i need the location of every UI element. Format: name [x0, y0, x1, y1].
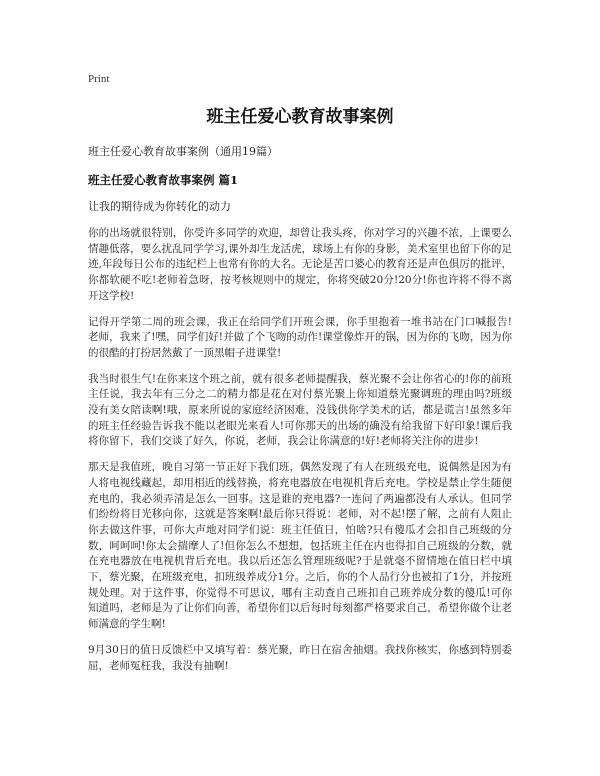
section-heading: 班主任爱心教育故事案例 篇1: [88, 173, 239, 187]
document-subtitle: 班主任爱心教育故事案例（通用19篇）: [88, 145, 278, 158]
body-paragraph-5: 9月30日的值日反馈栏中又填写着：蔡光聚，昨日在宿舍抽烟。我找你核实，你感到特别委屈，老师冤枉我，我没有抽啊!: [88, 643, 512, 672]
document-title: 班主任爱心教育故事案例: [206, 107, 394, 127]
body-paragraph-2: 记得开学第二周的班会课，我正在给同学们开班会课，你手里抱着一堆书站在门口喊报告!老师，我来了!嘿，同学们好!并做了个飞吻的动作!课堂像炸开的锅，因为你的飞吻，因为你的很酷的打扮居然戴了一顶黑帽子进课堂!: [88, 315, 512, 359]
body-paragraph-4: 那天是我值班，晚自习第一节正好下我们班，偶然发现了有人在班级充电，说偶然是因为有人将电视线藏起，却用相近的线替换，将充电器放在电视机背后充电。学校是禁止学生随便充电的，我必须弄清是怎么一回事。这是谁的充电器?一连问了两遍都没有人承认。但同学们纷纷将目光移向你，这就是答案啊!最后你只得说：老师，对不起!摆了解，之前有人阻止你去做这件事，可你大声地对同学们说：班主任值日，怕啥?只有傻瓜才会扣自己班级的分数，呵呵呵!你太会揣摩人了!但你怎么不想想，包括班主任在内也得扣自己班级的分数，就在充电器放在电视机背后充电。我以后还怎么管理班级呢?于是就毫不留情地在值日栏中填下，蔡光聚，在班级充电，扣班级养成分1分。之后，你的个人品行分也被扣了1分，并按班规处理。对于这件事，你觉得不可思议，哪有主动查自己班扣自己班养成分数的傻瓜!可你知道吗，老师是为了让你们向善，希望你们以后每时每刻都严格要求自己，希望你做个让老师满意的学生啊!: [88, 461, 512, 631]
intro-line: 让我的期待成为你转化的动力: [88, 200, 231, 213]
print-label[interactable]: Print: [88, 73, 110, 85]
body-paragraph-1: 你的出场就很特别，你受许多同学的欢迎，却曾让我头疼，你对学习的兴趣不浓，上课要么情趣低落，要么扰乱同学学习,课外却生龙活虎，球场上有你的身影，美术室里也留下你的足迹,年段每日公布的违纪栏上也常有你的大名。无论是苦口婆心的教育还是声色俱厉的批评，你都软硬不吃!老师着急呀，按考核规则中的规定，你将突破20分!20分!你也许将不得不离开这学校!: [88, 227, 512, 302]
body-paragraph-3: 我当时很生气!在你来这个班之前，就有很多老师提醒我，蔡光聚不会让你省心的!你的前班主任说，我去年有三分之二的精力都是花在对付蔡光聚上你知道蔡光聚调班的理由吗?班级没有美女陪读啊!哦，原来所说的家庭经济困难，没钱供你学美术的话，都是谎言!虽然多年的班主任经验告诉我不能以老眼光来看人!可你那天的出场的确没有给我留下好印象!课后我将你留下，我们交谈了好久，你说，老师，我会让你满意的!好!老师将关注你的进步!: [88, 372, 512, 448]
